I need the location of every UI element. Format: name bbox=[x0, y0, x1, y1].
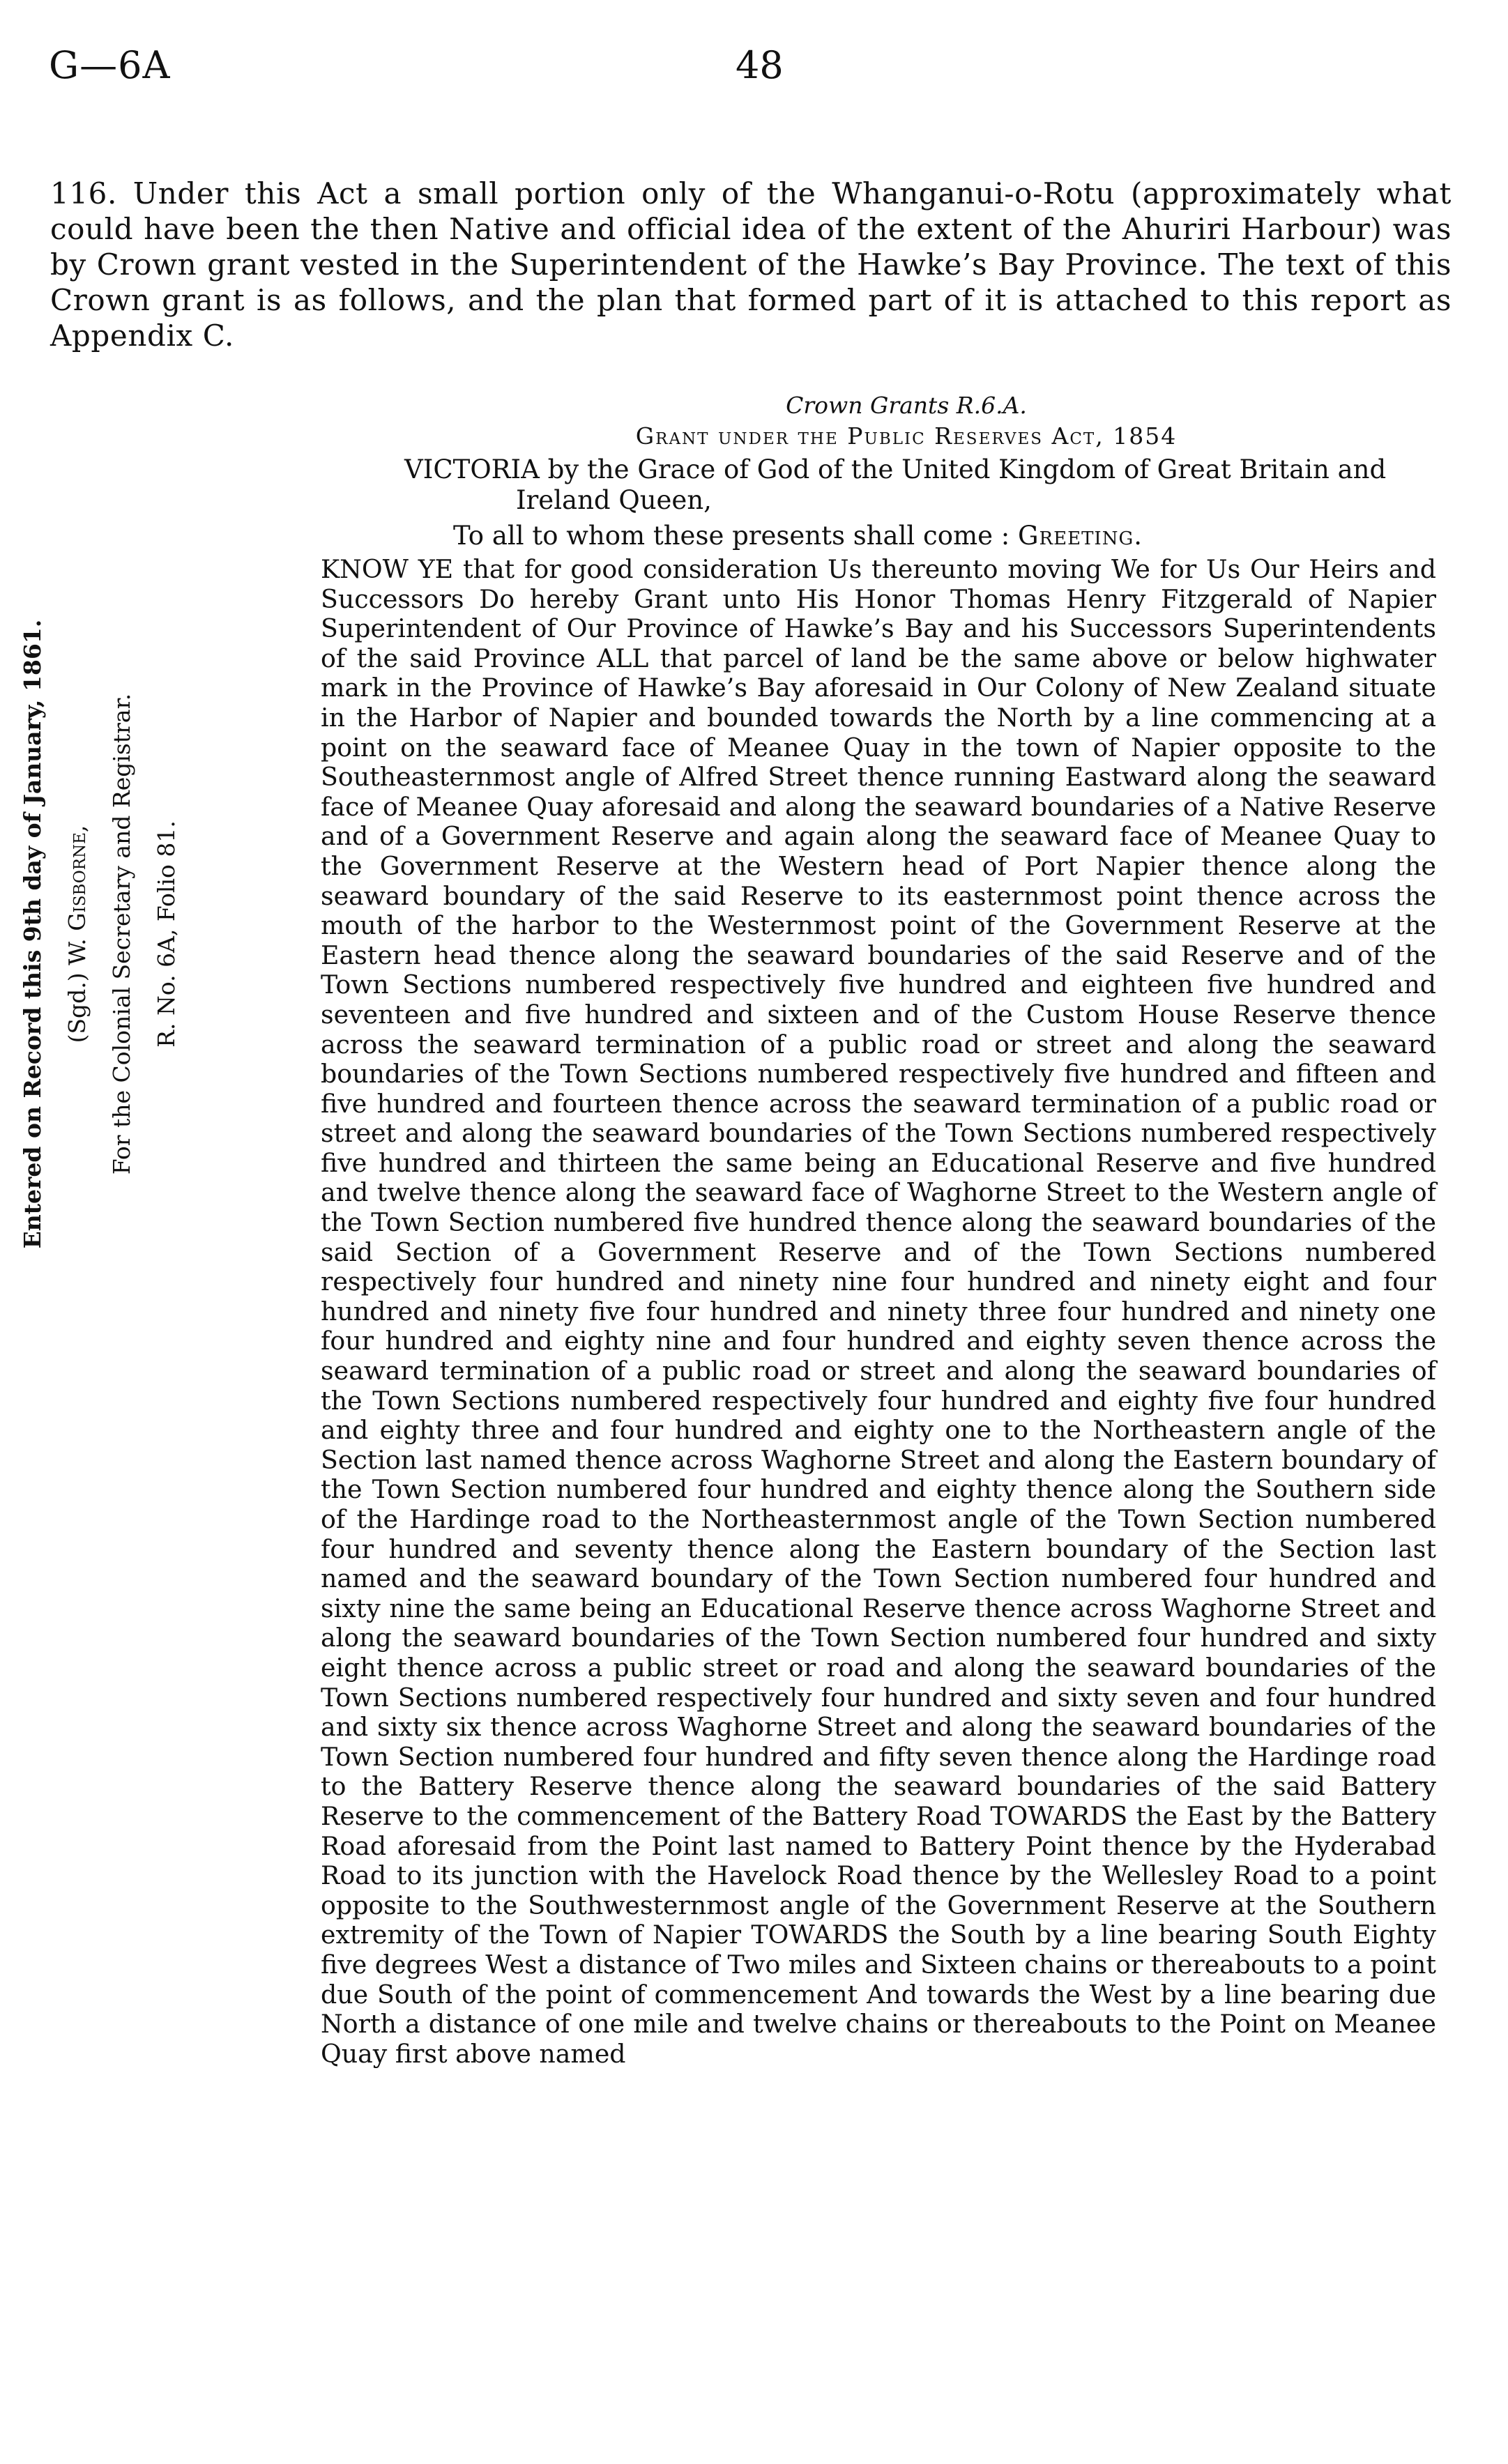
page-number: 48 bbox=[736, 43, 784, 87]
page-header bbox=[49, 43, 1459, 99]
grant-victoria-line: VICTORIA by the Grace of God of the United Kingdom of Great Britain and Ireland Queen, bbox=[404, 454, 1387, 515]
margin-note-rotated bbox=[10, 599, 189, 1269]
document-reference: G—6A bbox=[49, 43, 171, 87]
greeting-word: Greeting. bbox=[1017, 521, 1143, 551]
margin-signature-line bbox=[55, 599, 100, 1269]
signature-name: Gisborne, bbox=[63, 825, 91, 931]
crown-grant bbox=[321, 390, 1436, 2095]
margin-folio-line: R. No. 6A, Folio 81. bbox=[153, 820, 180, 1048]
intro-paragraph: 116. Under this Act a small portion only of the Whanganui-o-Rotu (approximately what could have been the then Native and official idea of the extent of the Ahuriri Harbour) was by Crown grant vested in the Superintendent of the Hawke’s Bay Province. The text of this Crown grant is as follows, and the plan that formed part of it is attached to this report as Appendix C. bbox=[50, 176, 1452, 353]
signature-prefix: (Sgd.) W. bbox=[63, 938, 91, 1043]
grant-heading: Grant under the Public Reserves Act, 1854 bbox=[635, 422, 1178, 450]
grant-greeting bbox=[453, 520, 1436, 552]
grant-reference: Crown Grants R.6.A. bbox=[786, 392, 1027, 419]
greeting-prefix: To all to whom these presents shall come : bbox=[453, 521, 1010, 551]
grant-body: KNOW YE that for good consideration Us thereunto moving We for Us Our Heirs and Successors Do hereby Grant unto His Honor Thomas Henry Fitzgerald of Napier Superintendent of Our Province of Hawke’s Bay and his Successors Superintendents of the said Province ALL that parcel of land be the same above or below highwater mark in the Province of Hawke’s Bay aforesaid in Our Colony of New Zealand situate in the Harbor of Napier and bounded towards the North by a line commencing at a point on the seaward face of Meanee Quay in the town of Napier opposite to the Southeasternmost angle of Alfred Street thence running Eastward along the seaward face of Meanee Quay aforesaid and along the seaward boundaries of a Native Reserve and of a Government Reserve and again along the seaward face of Meanee Quay to the Government Reserve at the Western head of Port Napier thence along the seaward boundary of the said Reserve to its easternmost point thence across the mouth of the harbor to the Westernmost point of the Government Reserve at the Eastern head thence along the seaward boundaries of the said Reserve and of the Town Sections numbered respectively five hundred and eighteen five hundred and seventeen and five hundred and sixteen and of the Custom House Reserve thence across the seaward termination of a public road or street and along the seaward boundaries of the Town Sections numbered respectively five hundred and fifteen and five hundred and fourteen thence across the seaward termination of a public road or street and along the seaward boundaries of the Town Sections numbered respectively five hundred and thirteen the same being an Educational Reserve and five hundred and twelve thence along the seaward face of Waghorne Street to the Western angle of the Town Section numbered five hundred thence along the seaward boundaries of the said Section of a Government Reserve and of the Town Sections numbered respectively four hundred and ninety nine four hundred and ninety eight and four hundred and ninety five four hundred and ninety three four hundred and ninety one four hundred and eighty nine and four hundred and eighty seven thence across the seaward termination of a public road or street and along the seaward boundaries of the Town Sections numbered respectively four hundred and eighty five four hundred and eighty three and four hundred and eighty one to the Northeastern angle of the Section last named thence across Waghorne Street and along the Eastern boundary of the Town Section numbered four hundred and eighty thence along the Southern side of the Hardinge road to the Northeasternmost angle of the Town Section numbered four hundred and seventy thence along the Eastern boundary of the Section last named and the seaward boundary of the Town Section numbered four hundred and sixty nine the same being an Educational Reserve thence across Waghorne Street and along the seaward boundaries of the Town Section numbered four hundred and sixty eight thence across a public street or road and along the seaward boundaries of the Town Sections numbered respectively four hundred and sixty seven and four hundred and sixty six thence across Waghorne Street and along the seaward boundaries of the Town Section numbered four hundred and fifty seven thence along the Hardinge road to the Battery Reserve thence along the seaward boundaries of the said Battery Reserve to the commencement of the Battery Road TOWARDS the East by the Battery Road aforesaid from the Point last named to Battery Point thence by the Hyderabad Road to its junction with the Havelock Road thence by the Wellesley Road to a point opposite to the Southwesternmost angle of the Government Reserve at the Southern extremity of the Town of Napier TOWARDS the South by a line bearing South Eighty five degrees West a distance of Two miles and Sixteen chains or thereabouts to a point due South of the point of commencement And towards the West by a line bearing due North a distance of one mile and twelve chains or thereabouts to the Point on Meanee Quay first above named bbox=[321, 554, 1436, 2069]
margin-entered-line: Entered on Record this 9th day of January, 1861. bbox=[19, 619, 46, 1249]
margin-office-line: For the Colonial Secretary and Registrar. bbox=[108, 693, 135, 1175]
